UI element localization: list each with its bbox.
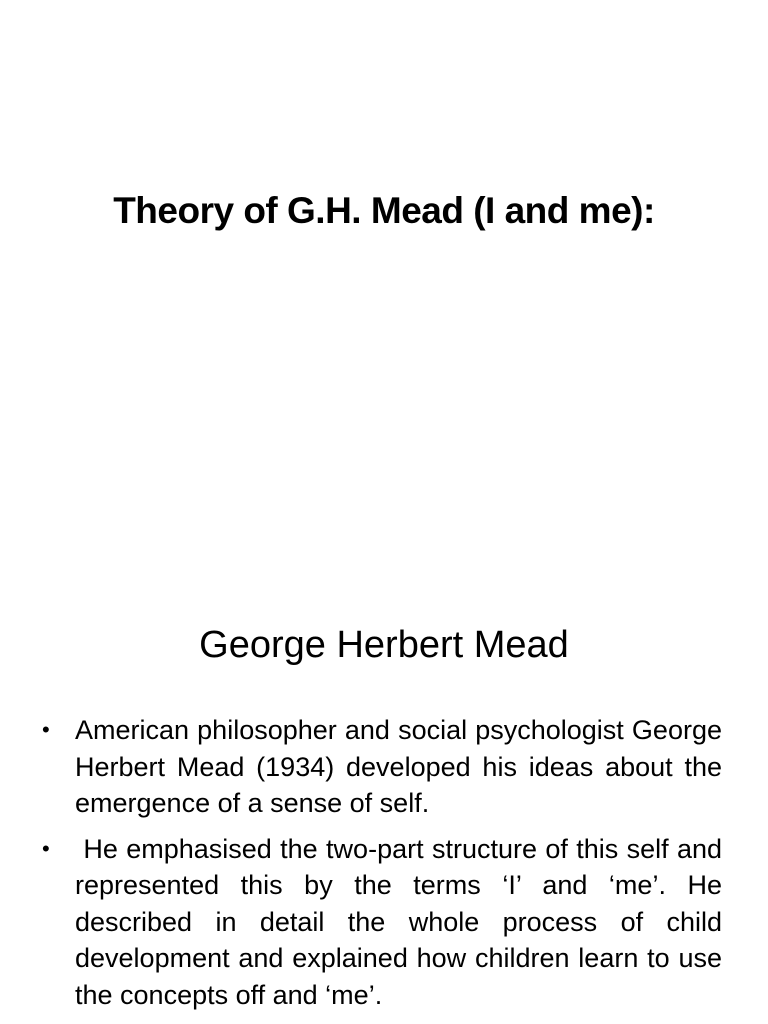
bullet-item xyxy=(40,831,722,1014)
bullet-text: American philosopher and social psychologist George Herbert Mead (1934) developed his ideas about the emergence of a sense of self. xyxy=(75,715,722,818)
bullet-list xyxy=(40,712,722,1022)
bullet-text: He emphasised the two-part structure of this self and represented this by the terms ‘I’ and ‘me’. He described in detail the whole process of child development and explained how children learn to use the concepts off and ‘me’. xyxy=(75,833,722,1010)
bullet-marker: • xyxy=(42,835,50,861)
content-slide xyxy=(0,576,768,1024)
slide-heading: George Herbert Mead xyxy=(199,624,569,666)
slide-title: Theory of G.H. Mead (I and me): xyxy=(113,190,655,231)
bullet-marker: • xyxy=(42,717,50,742)
bullet-item xyxy=(40,712,722,822)
